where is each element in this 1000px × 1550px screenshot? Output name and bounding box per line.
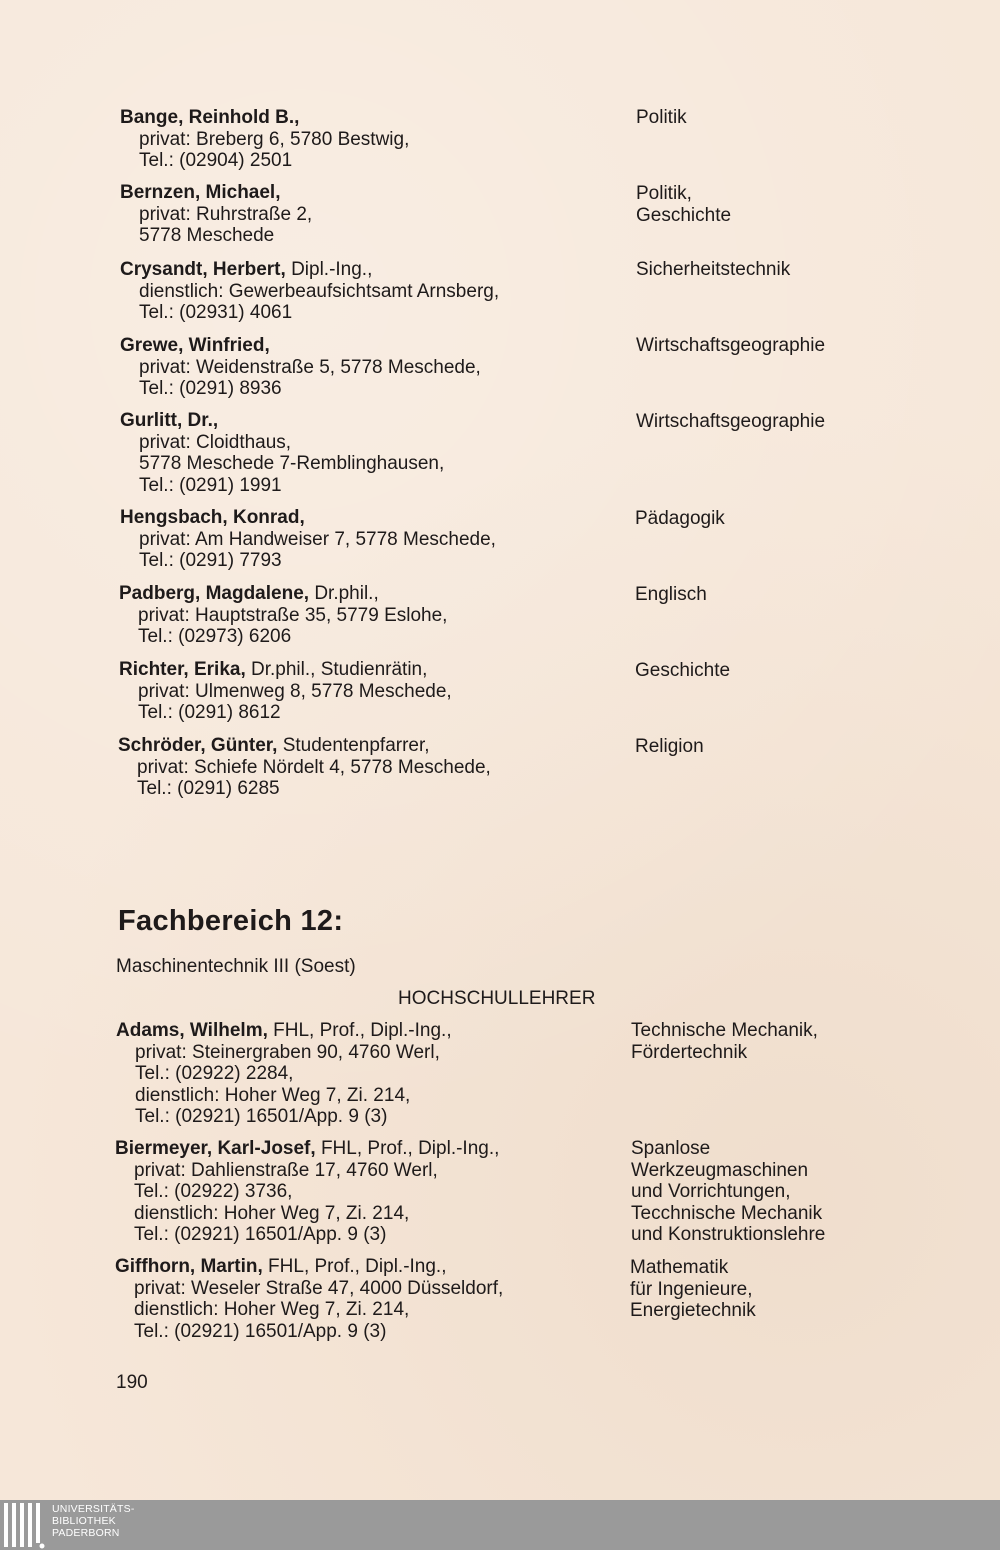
entry-line: Tel.: (0291) 8612 xyxy=(138,702,281,723)
entry-line: privat: Steinergraben 90, 4760 Werl, xyxy=(135,1041,440,1063)
entry-line: privat: Hauptstraße 35, 5779 Eslohe, xyxy=(138,604,448,626)
entry-name: Bange, Reinhold B., xyxy=(120,107,300,128)
entry-title: Dr.phil., xyxy=(314,583,379,604)
entry-name: Grewe, Winfried, xyxy=(120,335,270,356)
entry-bernzen xyxy=(120,182,312,247)
section-label: HOCHSCHULLEHRER xyxy=(398,988,596,1009)
entry-line: dienstlich: Hoher Weg 7, Zi. 214, xyxy=(134,1299,410,1320)
entry-subject: Geschichte xyxy=(635,660,731,681)
entry-richter xyxy=(119,659,452,724)
library-barcode-logo-icon xyxy=(2,1501,46,1549)
library-logo-text: UNIVERSITÄTS- BIBLIOTHEK PADERBORN xyxy=(52,1503,135,1539)
entry-line: Tel.: (02922) 2284, xyxy=(135,1063,294,1084)
entry-grewe xyxy=(120,335,481,400)
entry-line: Tel.: (02921) 16501/App. 9 (3) xyxy=(134,1320,387,1342)
entry-line: Tel.: (02931) 4061 xyxy=(139,302,293,323)
entry-line: 5778 Meschede xyxy=(139,225,275,246)
entry-line: Tel.: (0291) 8936 xyxy=(139,378,282,399)
entry-title: Studentenpfarrer, xyxy=(282,735,430,756)
entry-name: Adams, Wilhelm, xyxy=(116,1020,268,1041)
entry-adams xyxy=(116,1020,452,1128)
entry-subject: Englisch xyxy=(635,584,707,605)
entry-biermeyer xyxy=(115,1138,499,1246)
entry-line: privat: Cloidthaus, xyxy=(139,431,292,453)
entry-line: privat: Weseler Straße 47, 4000 Düsseldorf, xyxy=(134,1277,504,1299)
entry-line: Tel.: (02922) 3736, xyxy=(134,1181,293,1202)
entry-subject: Politik xyxy=(636,107,687,128)
entry-name: Crysandt, Herbert, xyxy=(120,259,286,280)
entry-name: Hengsbach, Konrad, xyxy=(120,507,305,528)
entry-bange xyxy=(120,107,409,172)
entry-subject: Technische Mechanik, Fördertechnik xyxy=(631,1020,818,1063)
section-subtitle: Maschinentechnik III (Soest) xyxy=(116,956,356,977)
entry-subject: Politik, Geschichte xyxy=(636,183,732,226)
entry-subject: Religion xyxy=(635,736,704,757)
entry-title: Dr.phil., Studienrätin, xyxy=(251,659,428,680)
entry-title: FHL, Prof., Dipl.-Ing., xyxy=(273,1020,452,1041)
entry-line: dienstlich: Hoher Weg 7, Zi. 214, xyxy=(135,1084,411,1106)
entry-subject: Wirtschaftsgeographie xyxy=(636,335,826,356)
entry-line: privat: Breberg 6, 5780 Bestwig, xyxy=(139,128,410,150)
entry-title: FHL, Prof., Dipl.-Ing., xyxy=(320,1138,500,1159)
entry-name: Schröder, Günter, xyxy=(118,735,278,756)
page-number: 190 xyxy=(116,1372,148,1393)
entry-subject: Pädagogik xyxy=(635,508,725,529)
library-footer xyxy=(0,1500,1000,1550)
entry-gurlitt xyxy=(120,410,444,496)
entry-name: Richter, Erika, xyxy=(119,659,246,680)
entry-line: privat: Ruhrstraße 2, xyxy=(139,203,313,225)
entry-line: dienstlich: Gewerbeaufsichtsamt Arnsberg, xyxy=(139,280,500,302)
entry-line: Tel.: (02904) 2501 xyxy=(139,150,293,171)
entry-line: Tel.: (02973) 6206 xyxy=(138,626,292,647)
entry-line: Tel.: (02921) 16501/App. 9 (3) xyxy=(135,1106,388,1127)
entry-line: privat: Schiefe Nördelt 4, 5778 Meschede, xyxy=(137,756,491,778)
entry-subject: Sicherheitstechnik xyxy=(636,259,791,280)
entry-line: privat: Weidenstraße 5, 5778 Meschede, xyxy=(139,356,481,378)
entry-giffhorn xyxy=(115,1256,503,1342)
entry-name: Gurlitt, Dr., xyxy=(120,410,219,431)
entry-subject: Wirtschaftsgeographie xyxy=(636,411,826,432)
entry-line: Tel.: (0291) 1991 xyxy=(139,474,282,496)
entry-title: FHL, Prof., Dipl.-Ing., xyxy=(268,1256,447,1277)
entry-name: Bernzen, Michael, xyxy=(120,182,281,203)
entry-line: dienstlich: Hoher Weg 7, Zi. 214, xyxy=(134,1202,410,1224)
entry-padberg xyxy=(119,583,447,648)
entry-name: Giffhorn, Martin, xyxy=(115,1256,263,1277)
entry-line: 5778 Meschede 7-Remblinghausen, xyxy=(139,453,445,474)
entry-title: Dipl.-Ing., xyxy=(291,259,373,280)
entry-name: Biermeyer, Karl-Josef, xyxy=(115,1138,316,1159)
entry-crysandt xyxy=(120,259,499,324)
entry-line: Tel.: (0291) 6285 xyxy=(137,778,280,799)
section-heading: Fachbereich 12: xyxy=(118,905,344,937)
entry-name: Padberg, Magdalene, xyxy=(119,583,310,604)
entry-hengsbach xyxy=(120,507,496,572)
entry-line: privat: Am Handweiser 7, 5778 Meschede, xyxy=(139,528,496,550)
entry-subject: Spanlose Werkzeugmaschinen und Vorrichtungen, Tecchnische Mechanik und Konstruktionslehre xyxy=(631,1138,826,1245)
entry-line: Tel.: (0291) 7793 xyxy=(139,550,282,571)
entry-line: Tel.: (02921) 16501/App. 9 (3) xyxy=(134,1224,387,1245)
entry-schroeder xyxy=(118,735,491,800)
entry-line: privat: Ulmenweg 8, 5778 Meschede, xyxy=(138,680,452,702)
entry-subject: Mathematik für Ingenieure, Energietechnik xyxy=(630,1257,756,1321)
entry-line: privat: Dahlienstraße 17, 4760 Werl, xyxy=(134,1159,438,1181)
